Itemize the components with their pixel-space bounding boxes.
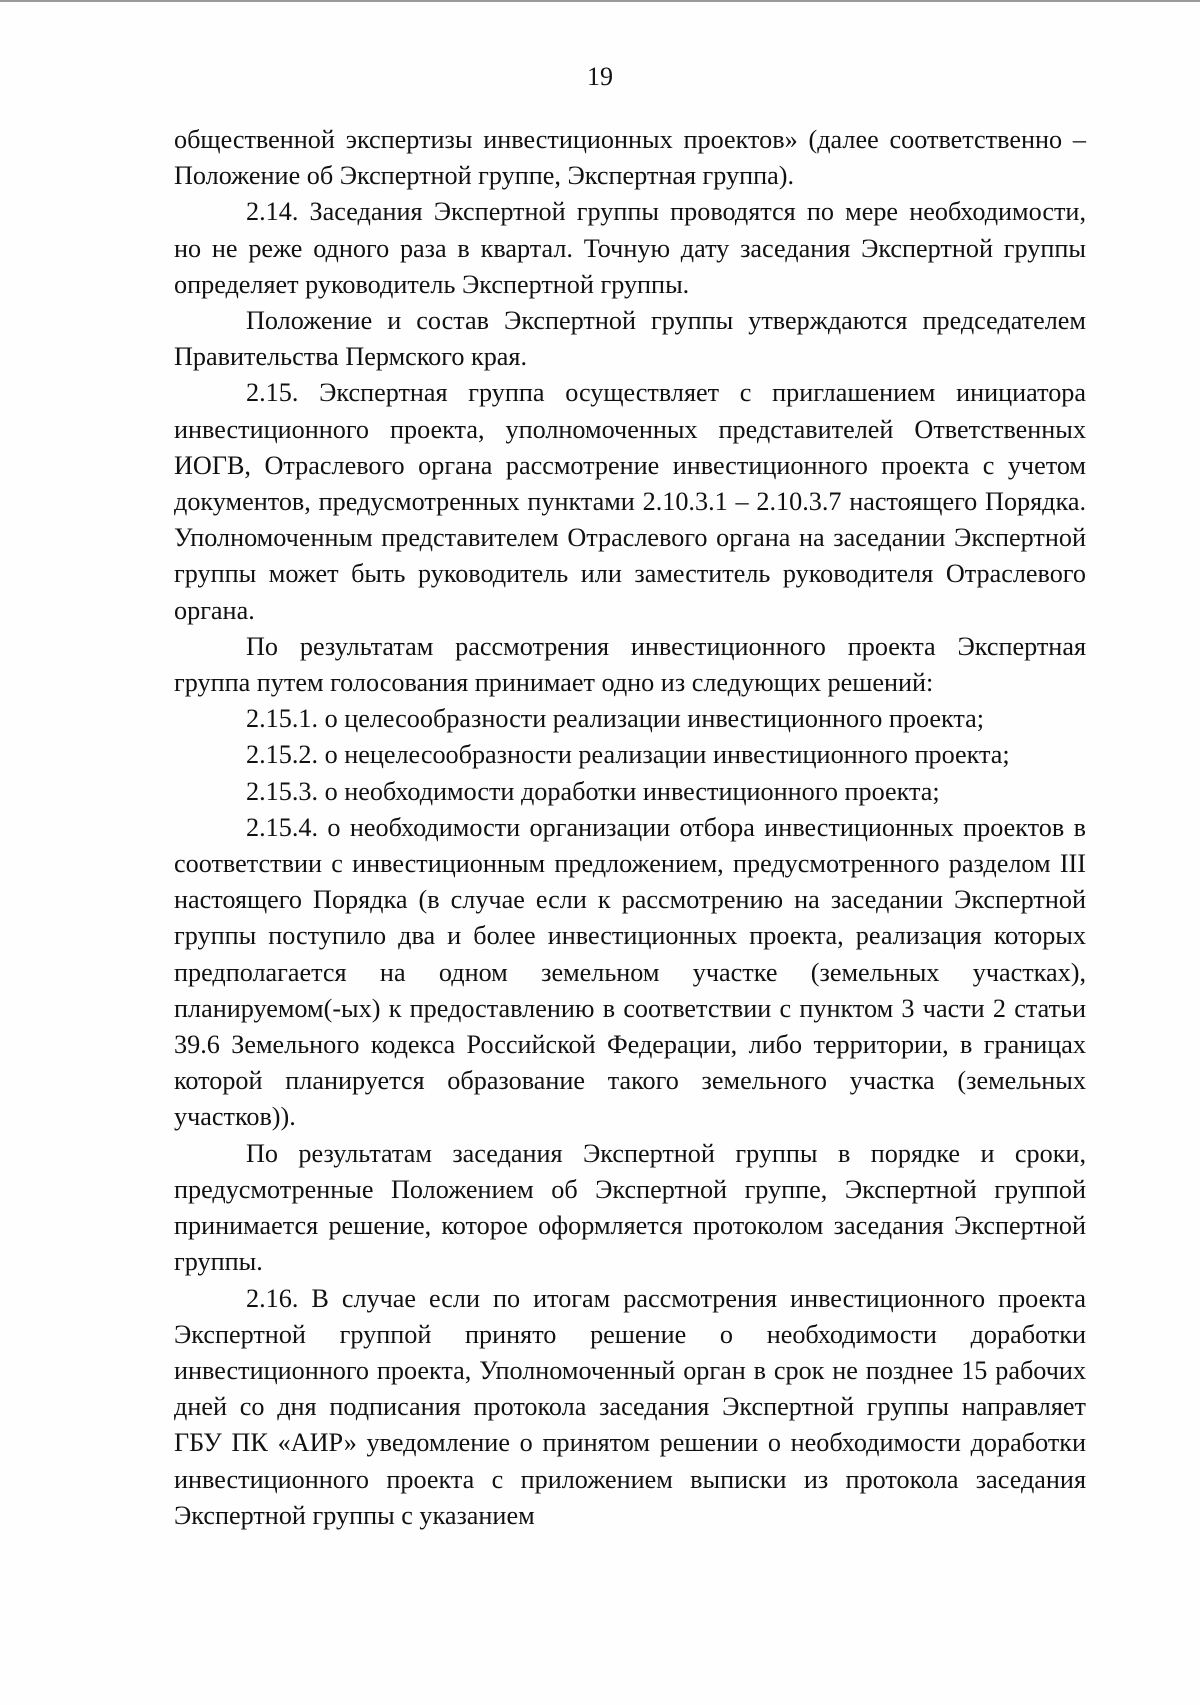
paragraph-meeting-results: По результатам заседания Экспертной группы в порядке и сроки, предусмотренные Положением об Экспертной группе, Экспертной группой принимается решение, которое оформляется протоколом заседания Экспертной группы. bbox=[174, 1138, 1086, 1277]
paragraph-2-14: 2.14. Заседания Экспертной группы проводятся по мере необходимости, но не реже одного раза в квартал. Точную дату заседания Экспертной группы определяет руководитель Экспертной группы. bbox=[174, 197, 1086, 299]
paragraph-2-16: 2.16. В случае если по итогам рассмотрения инвестиционного проекта Экспертной группой принято решение о необходимости доработки инвестиционного проекта, Уполномоченный орган в срок не позднее 15 рабочих дней со дня подписания протокола заседания Экспертной группы направляет ГБУ ПК «АИР» уведомление о принятом решении о необходимости доработки инвестиционного проекта с приложением выписки из протокола заседания Экспертной группы с указанием bbox=[174, 1283, 1086, 1530]
document-body bbox=[174, 122, 1086, 1534]
page-number: 19 bbox=[587, 62, 613, 91]
page-top-edge bbox=[0, 0, 1200, 2]
paragraph-continuation: общественной экспертизы инвестиционных проектов» (далее соответственно – Положение об Экспертной группе, Экспертная группа). bbox=[174, 125, 1086, 191]
paragraph-2-15-4: 2.15.4. о необходимости организации отбора инвестиционных проектов в соответствии с инвестиционным предложением, предусмотренного разделом III настоящего Порядка (в случае если к рассмотрению на заседании Экспертной группы поступило два и более инвестиционных проекта, реализация которых предполагается на одном земельном участке (земельных участках), планируемом(-ых) к предоставлению в соответствии с пунктом 3 части 2 статьи 39.6 Земельного кодекса Российской Федерации, либо территории, в границах которой планируется образование такого земельного участка (земельных участков)). bbox=[174, 812, 1086, 1132]
paragraph-2-15-3: 2.15.3. о необходимости доработки инвестиционного проекта; bbox=[246, 776, 940, 806]
paragraph-2-15: 2.15. Экспертная группа осуществляет с приглашением инициатора инвестиционного проекта, уполномоченных представителей Ответственных ИОГВ, Отраслевого органа рассмотрение инвестиционного проекта с учетом документов, предусмотренных пунктами 2.10.3.1 – 2.10.3.7 настоящего Порядка. Уполномоченным представителем Отраслевого органа на заседании Экспертной группы может быть руководитель или заместитель руководителя Отраслевого органа. bbox=[174, 378, 1086, 625]
paragraph-2-15-1: 2.15.1. о целесообразности реализации инвестиционного проекта; bbox=[246, 704, 985, 734]
paragraph-regulation: Положение и состав Экспертной группы утверждаются председателем Правительства Пермского края. bbox=[174, 306, 1086, 372]
paragraph-2-15-2: 2.15.2. о нецелесообразности реализации инвестиционного проекта; bbox=[246, 740, 1010, 770]
paragraph-results: По результатам рассмотрения инвестиционного проекта Экспертная группа путем голосования принимает одно из следующих решений: bbox=[174, 631, 1086, 698]
